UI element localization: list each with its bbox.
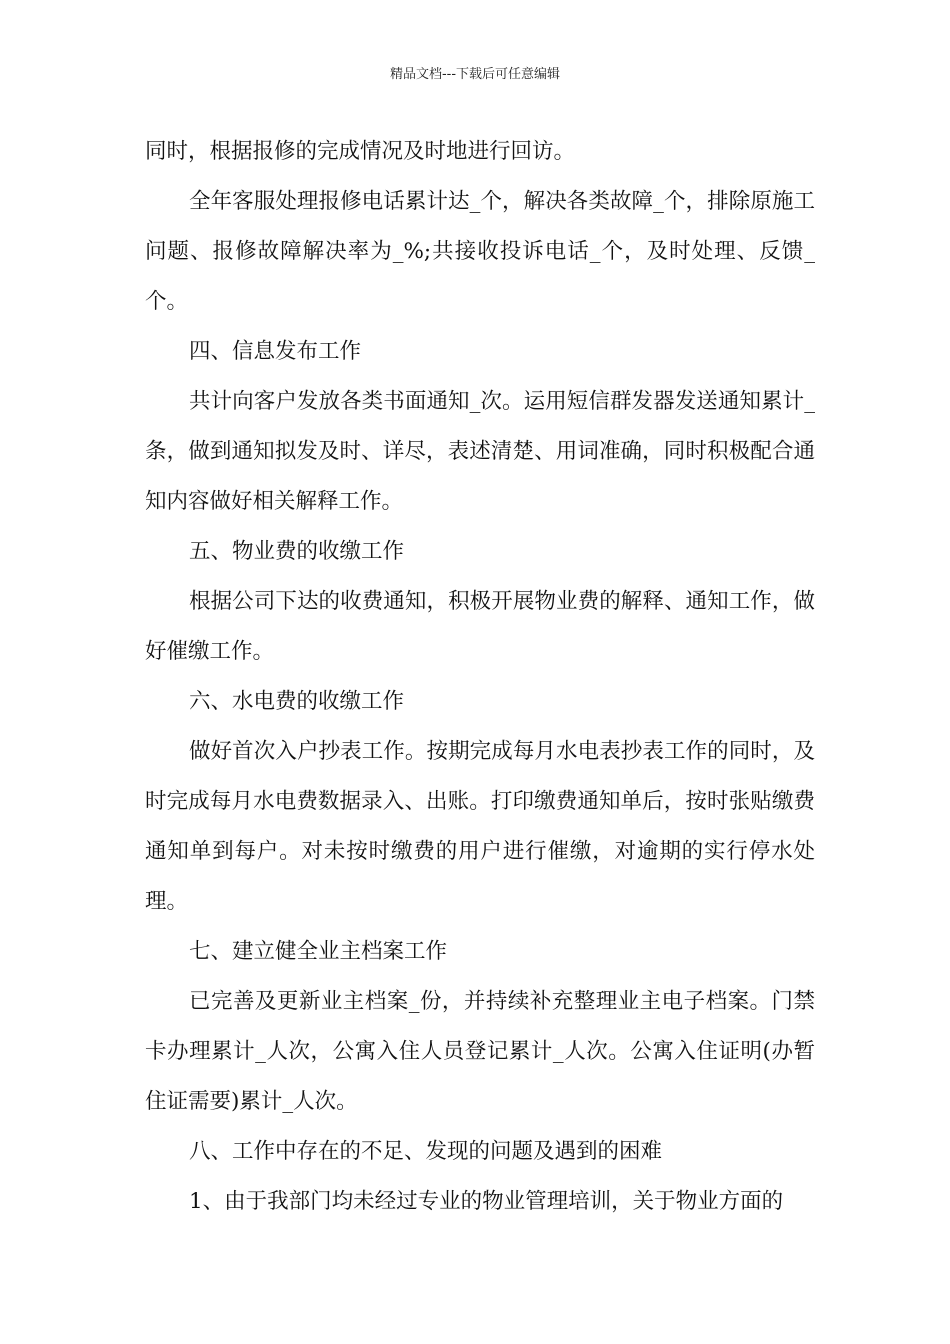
section-heading-utility-fee: 六、水电费的收缴工作 — [189, 689, 405, 714]
paragraph-shortcoming-1: 1、由于我部门均未经过专业的物业管理培训，关于物业方面的 — [189, 1189, 784, 1214]
document-body — [145, 127, 815, 1227]
paragraph-repair-stats: 全年客服处理报修电话累计达_个，解决各类故障_个，排除原施工问题、报修故障解决率为_%;共接收投诉电话_个，及时处理、反馈_个。 — [145, 189, 815, 314]
paragraph-utility-fee: 做好首次入户抄表工作。按期完成每月水电表抄表工作的同时，及时完成每月水电费数据录入、出账。打印缴费通知单后，按时张贴缴费通知单到每户。对未按时缴费的用户进行催缴，对逾期的实行停水处理。 — [145, 739, 815, 914]
paragraph-continuation: 同时，根据报修的完成情况及时地进行回访。 — [145, 139, 576, 164]
paragraph-property-fee: 根据公司下达的收费通知，积极开展物业费的解释、通知工作，做好催缴工作。 — [145, 589, 815, 664]
page-header: 精品文档---下载后可任意编辑 — [389, 67, 561, 82]
paragraph-info-release: 共计向客户发放各类书面通知_次。运用短信群发器发送通知累计_条，做到通知拟发及时、详尽，表述清楚、用词准确，同时积极配合通知内容做好相关解释工作。 — [145, 389, 815, 514]
paragraph-owner-archive: 已完善及更新业主档案_份，并持续补充整理业主电子档案。门禁卡办理累计_人次，公寓入住人员登记累计_人次。公寓入住证明(办暂住证需要)累计_人次。 — [145, 989, 815, 1114]
section-heading-owner-archive: 七、建立健全业主档案工作 — [189, 939, 448, 964]
section-heading-property-fee: 五、物业费的收缴工作 — [189, 539, 405, 564]
section-heading-shortcomings: 八、工作中存在的不足、发现的问题及遇到的困难 — [189, 1139, 663, 1164]
section-heading-info-release: 四、信息发布工作 — [189, 339, 362, 364]
